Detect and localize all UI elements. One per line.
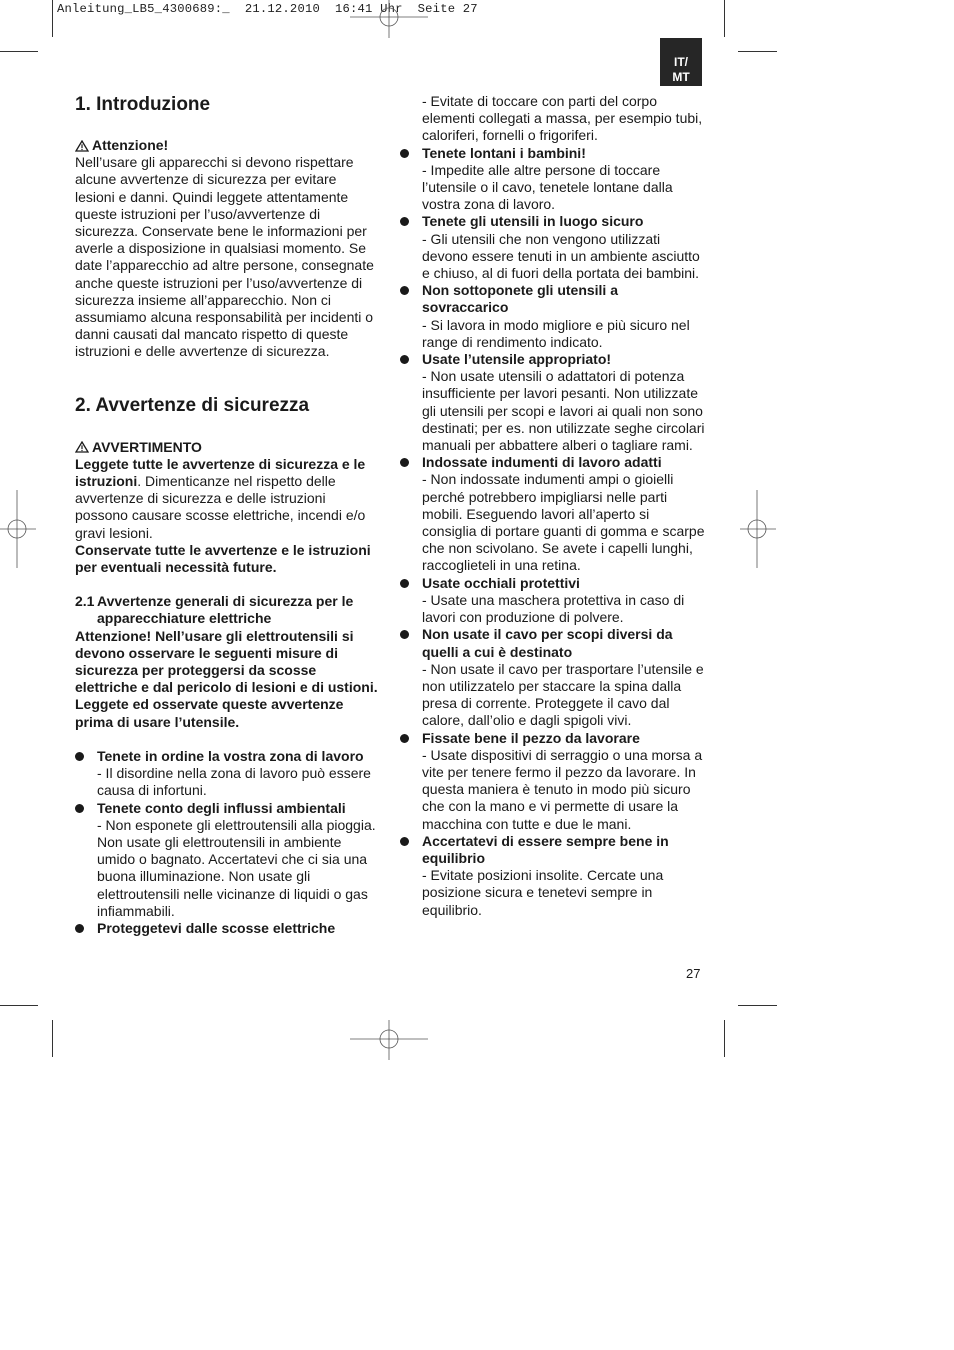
list-item-title: Tenete in ordine la vostra zona di lavoro [97, 747, 364, 764]
list-item-title: Fissate bene il pezzo da lavorare [422, 729, 640, 746]
crop-mark [0, 1005, 38, 1006]
registration-mark-icon [350, 1020, 428, 1060]
list-item-text: - Usate dispositivi di serraggio o una morsa a vite per tenere fermo il pezzo da lavorare. In questa maniera è tenuto in modo più sicuro che con la mano e vi permette di usare la macchina con tutte e due le mani. [422, 746, 703, 832]
page-number: 27 [686, 966, 701, 981]
list-item [422, 145, 707, 214]
list-item-text: - Non esponete gli elettroutensili alla pioggia. Non usate gli elettroutensili in ambiente umido o bagnato. Accertatevi che ci sia una buona illuminazione. Non usate gli elettroutensili nelle vicinanze di liquidi o gas infiammabili. [97, 816, 376, 919]
list-item [422, 833, 707, 919]
warning-heading [75, 439, 380, 456]
lead-text: - Evitate di toccare con parti del corpo elementi collegati a massa, per esempio tubi, caloriferi, fornelli o frigoriferi. [422, 93, 703, 144]
registration-mark-icon [350, 0, 428, 38]
bullet-icon [400, 579, 409, 588]
list-item-text: - Evitate posizioni insolite. Cercate una posizione sicura e tenetevi sempre in equilibrio. [422, 867, 664, 918]
list-item-text: - Gli utensili che non vengono utilizzati devono essere tenuti in un ambiente asciutto e chiuso, al di fuori della portata dei bambini. [422, 230, 700, 282]
registration-mark-icon [740, 490, 776, 568]
list-item [75, 800, 380, 920]
list-item [422, 626, 707, 729]
left-column [75, 94, 380, 937]
list-item-text: - Non indossate indumenti ampi o gioielli perché potrebbero impigliarsi nelle parti mobili. Eseguendo lavori all’aperto si consiglia di portare guanti di gomma e scarpe che non scivolano. Se avete i capelli lunghi, raccoglieteli in una retina. [422, 471, 705, 574]
crop-mark [52, 1020, 53, 1057]
list-item-text: - Usate una maschera protettiva in caso di lavori con produzione di polvere. [422, 591, 685, 626]
list-item [422, 575, 707, 627]
list-item-title: Accertatevi di essere sempre bene in equilibrio [422, 832, 669, 866]
right-column [422, 93, 707, 919]
bullet-icon [400, 149, 409, 158]
section-2-1-heading [75, 593, 380, 627]
section-1-title: 1. Introduzione [75, 94, 211, 115]
registration-mark-icon [0, 490, 36, 568]
warning-paragraph [75, 456, 380, 542]
list-item [75, 748, 380, 800]
bullet-icon [400, 355, 409, 364]
list-item-text: - Si lavora in modo migliore e più sicuro nel range di rendimento indicato. [422, 316, 690, 350]
list-item [422, 730, 707, 833]
list-item-title: Tenete lontani i bambini! [422, 144, 586, 161]
keep-instructions-text: Conservate tutte le avvertenze e le istruzioni per eventuali necessità future. [75, 541, 371, 576]
list-item [422, 454, 707, 574]
crop-mark [738, 51, 777, 52]
bullet-icon [75, 804, 84, 813]
list-item-title: Usate occhiali protettivi [422, 574, 580, 591]
list-item-text: - Il disordine nella zona di lavoro può essere causa di infortuni. [97, 765, 371, 799]
list-item-text: - Non usate il cavo per trasportare l’utensile e non utilizzatelo per staccare la spina dalla presa di corrente. Proteggete il cavo dal calore, dall’olio e dagli spigoli vivi. [422, 660, 704, 729]
crop-mark [0, 51, 38, 52]
language-tab-line2: MT [672, 70, 690, 84]
list-item [422, 351, 707, 454]
warning-bold-text: Leggete tutte le avvertenze di sicurezza e le istruzioni [75, 455, 366, 490]
bullet-icon [400, 630, 409, 639]
print-slug: Anleitung_LB5_4300689:_ 21.12.2010 16:41 Uhr Seite 27 [57, 2, 478, 16]
list-item-title: Proteggetevi dalle scosse elettriche [97, 919, 336, 936]
bullet-icon [400, 458, 409, 467]
language-tab-line1: IT/ [674, 55, 688, 69]
crop-mark [52, 0, 53, 37]
bullet-icon [75, 752, 84, 761]
warning-triangle-icon [75, 140, 89, 152]
attention-text: Nell’usare gli apparecchi si devono rispettare alcune avvertenze di sicurezza per evitare lesioni e danni. Quindi leggete attentamente queste istruzioni per l’uso/avvertenze di sicurezza. Conservate bene le informazioni per averle a disposizione in qualsiasi momento. Se date l’apparecchio ad altre persone, consegnate anche queste istruzioni per l’uso/avvertenze di sicurezza insieme all’apparecchio. Non ci assumiamo alcuna responsabilità per incidenti o danni causati dal mancato rispetto di queste istruzioni e delle avvertenze di sicurezza. [75, 154, 374, 360]
list-item [75, 920, 380, 937]
section-2-title: 2. Avvertenze di sicurezza [75, 394, 310, 416]
list-item-title: Tenete conto degli influssi ambientali [97, 799, 346, 816]
bullet-icon [400, 286, 409, 295]
crop-mark [724, 1020, 725, 1057]
warning-text: . Dimenticanze nel rispetto delle avvertenze di sicurezza e delle istruzioni possono causare scosse elettriche, incendi e/o gravi lesioni. [75, 473, 366, 541]
language-tab [660, 38, 702, 86]
attention-label: Attenzione! [92, 137, 169, 153]
warning-label: AVVERTIMENTO [92, 438, 202, 455]
list-item-title: Non usate il cavo per scopi diversi da quelli a cui è destinato [422, 626, 673, 660]
section-2-1-intro: Attenzione! Nell’usare gli elettroutensili si devono osservare le seguenti misure di sicurezza per proteggersi da scosse elettriche e dal pericolo di lesioni e di ustioni. Leggete ed osservate queste avvertenze prima di usare l’utensile. [75, 627, 378, 730]
list-item [422, 282, 707, 351]
bullet-icon [400, 734, 409, 743]
list-item-title: Tenete gli utensili in luogo sicuro [422, 213, 644, 230]
warning-triangle-icon [75, 441, 89, 453]
list-item-title: Indossate indumenti di lavoro adatti [422, 454, 662, 471]
section-2-1-number: 2.1 [75, 593, 95, 610]
list-item-text: - Impedite alle altre persone di toccare l’utensile o il cavo, tenetele lontane dalla vostra zona di lavoro. [422, 161, 673, 213]
section-2-1-title: Avvertenze generali di sicurezza per le apparecchiature elettriche [97, 593, 354, 627]
bullet-icon [75, 924, 84, 933]
crop-mark [724, 0, 725, 37]
list-item [422, 213, 707, 282]
bullet-icon [400, 217, 409, 226]
bullet-icon [400, 837, 409, 846]
crop-mark [738, 1005, 777, 1006]
list-item-title: Non sottoponete gli utensili a sovraccarico [422, 282, 618, 316]
attention-heading [75, 137, 380, 154]
list-item-text: - Non usate utensili o adattatori di potenza insufficiente per lavori pesanti. Non utilizzate gli utensili per scopi e lavori ai quali non sono destinati; per es. non utilizzate seghe circolari manuali per abbattere alberi o tagliare rami. [422, 368, 705, 454]
list-item-title: Usate l’utensile appropriato! [422, 351, 612, 368]
